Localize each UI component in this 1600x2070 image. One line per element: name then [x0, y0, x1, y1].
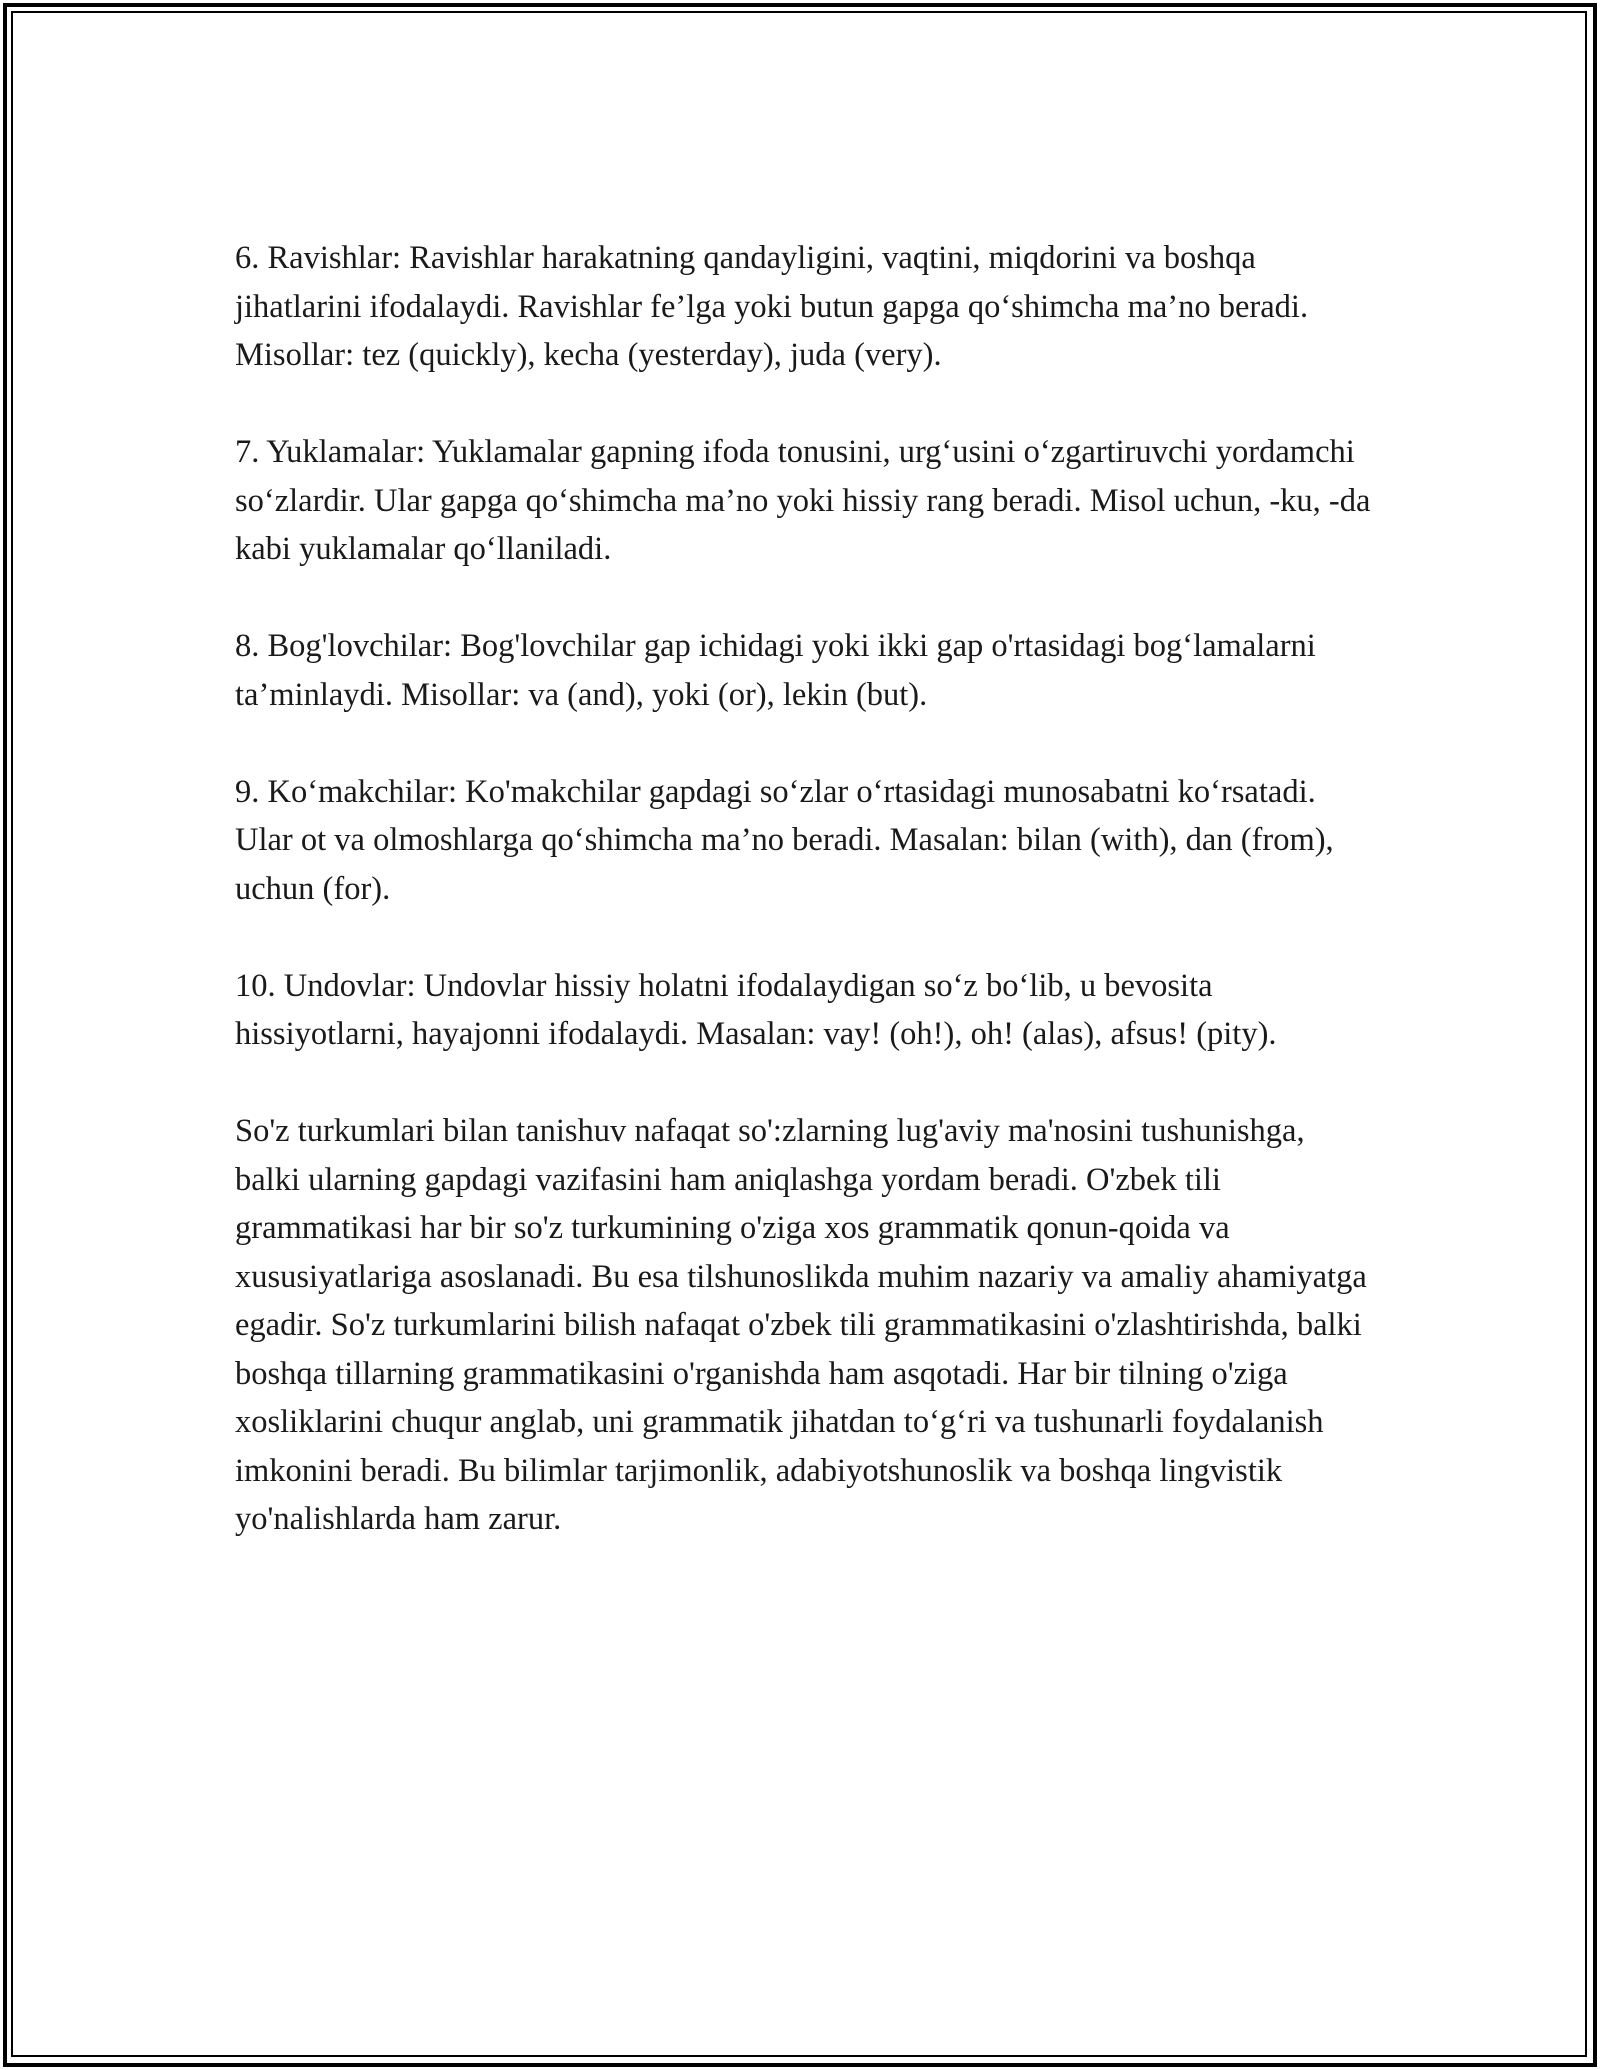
document-body [235, 234, 1375, 1544]
paragraph-adverbs: 6. Ravishlar: Ravishlar harakatning qandayligini, vaqtini, miqdorini va boshqa jihatlarini ifodalaydi. Ravishlar fe’lga yoki butun gapga qo‘shimcha ma’no beradi. Misollar: tez (quickly), kecha (yesterday), juda (very). [235, 240, 1309, 373]
paragraph-interjections: 10. Undovlar: Undovlar hissiy holatni ifodalaydigan so‘z bo‘lib, u bevosita hissiyotlarni, hayajonni ifodalaydi. Masalan: vay! (oh!), oh! (alas), afsus! (pity). [235, 967, 1277, 1052]
paragraph-postpositions: 9. Ko‘makchilar: Ko'makchilar gapdagi so‘zlar o‘rtasidagi munosabatni ko‘rsatadi. Ular ot va olmoshlarga qo‘shimcha ma’no beradi. Masalan: bilan (with), dan (from), uchun (for). [235, 773, 1334, 907]
paragraph-conjunctions: 8. Bog'lovchilar: Bog'lovchilar gap ichidagi yoki ikki gap o'rtasidagi bog‘lamalarni ta’minlaydi. Misollar: va (and), yoki (or), lekin (but). [235, 628, 1316, 713]
paragraph-conclusion: So'z turkumlari bilan tanishuv nafaqat so':zlarning lug'aviy ma'nosini tushunishga, balki ularning gapdagi vazifasini ham aniqlashga yordam beradi. O'zbek tili grammatikasi har bir so'z turkumining o'ziga xos grammatik qonun-qoida va xususiyatlariga asoslanadi. Bu esa tilshunoslikda muhim nazariy va amaliy ahamiyatga egadir. So'z turkumlarini bilish nafaqat o'zbek tili grammatikasini o'zlashtirishda, balki boshqa tillarning grammatikasini o'rganishda ham asqotadi. Har bir tilning o'ziga xosliklarini chuqur anglab, uni grammatik jihatdan to‘g‘ri va tushunarli foydalanish imkonini beradi. Bu bilimlar tarjimonlik, adabiyotshunoslik va boshqa lingvistik yo'nalishlarda ham zarur. [235, 1113, 1367, 1537]
paragraph-particles: 7. Yuklamalar: Yuklamalar gapning ifoda tonusini, urg‘usini o‘zgartiruvchi yordamchi so‘zlardir. Ular gapga qo‘shimcha ma’no yoki hissiy rang beradi. Misol uchun, -ku, -da kabi yuklamalar qo‘llaniladi. [235, 434, 1371, 567]
